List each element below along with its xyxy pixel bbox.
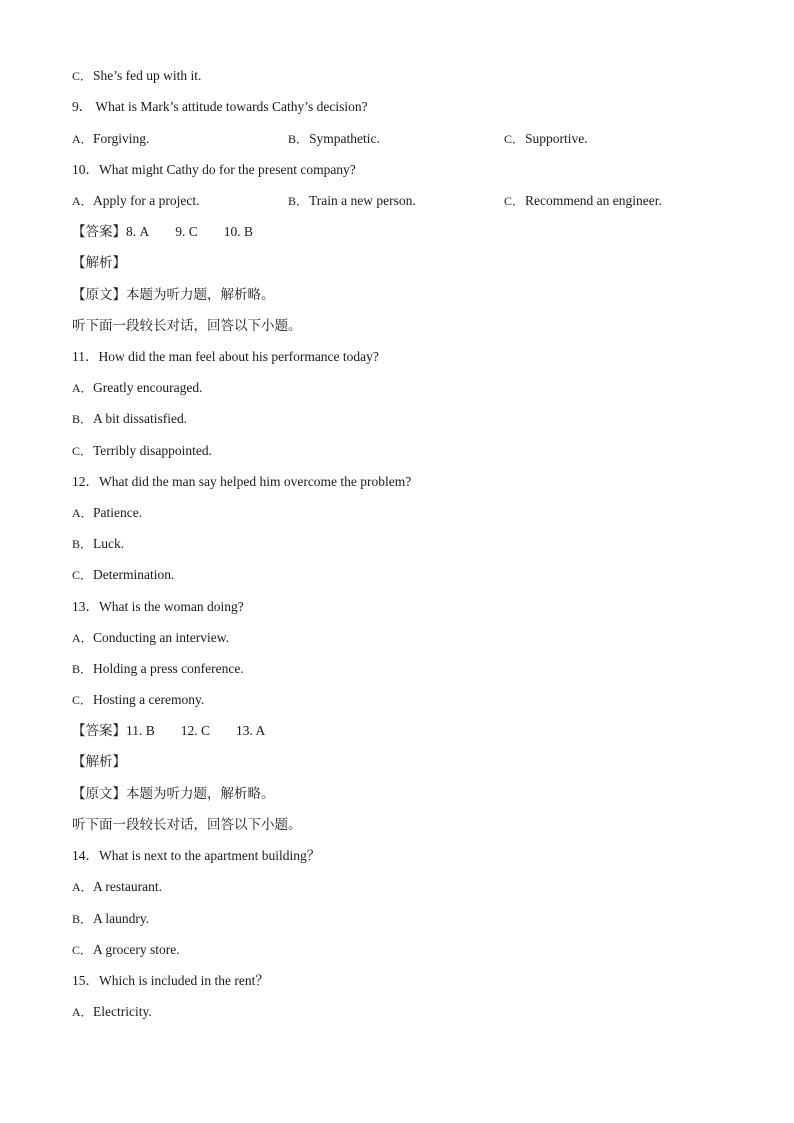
q12-option-b (72, 535, 124, 553)
option-text: A laundry. (93, 911, 150, 926)
q15-option-a (72, 1003, 152, 1021)
option-text: Supportive. (525, 131, 588, 146)
answer-tag: 【答案】 (72, 224, 126, 240)
option-label: A． (72, 880, 93, 894)
analysis-heading-2: 【解析】 (72, 754, 126, 770)
option-text: A bit dissatisfied. (93, 411, 188, 426)
option-text: Patience. (93, 505, 143, 520)
option-label: A． (72, 194, 93, 208)
answer-item: 9. C (175, 224, 198, 239)
option-text: Train a new person. (309, 193, 416, 208)
option-text: A grocery store. (93, 942, 180, 957)
option-label: B． (288, 132, 309, 146)
option-label: B． (72, 662, 93, 676)
q8-option-c (72, 67, 201, 85)
option-label: C． (504, 194, 525, 208)
q11-option-a (72, 379, 202, 397)
option-text: Holding a press conference. (93, 661, 244, 676)
option-text: A restaurant. (93, 879, 162, 894)
option-label: B． (288, 194, 309, 208)
section-intro-2: 听下面一段较长对话，回答以下小题。 (72, 817, 302, 833)
option-label: C． (72, 568, 93, 582)
q9-option-c (504, 130, 588, 148)
q13-option-c (72, 691, 204, 709)
answer-block-2 (72, 722, 265, 740)
option-label: B． (72, 412, 93, 426)
q9-options (72, 130, 722, 148)
option-label: B． (72, 912, 93, 926)
q9-option-b (288, 130, 380, 148)
option-text: Greatly encouraged. (93, 380, 203, 395)
option-label: B． (72, 537, 93, 551)
q13-option-b (72, 660, 244, 678)
q10-option-a (72, 192, 199, 210)
analysis-heading-1: 【解析】 (72, 255, 126, 271)
option-text: Electricity. (93, 1004, 152, 1019)
q14-option-a (72, 878, 162, 896)
q9-stem: 9． What is Mark’s attitude towards Cathy’s decision? (72, 99, 368, 114)
option-text: Luck. (93, 536, 125, 551)
q13-stem: 13．What is the woman doing? (72, 599, 244, 614)
option-text: She’s fed up with it. (93, 68, 202, 83)
q12-option-c (72, 566, 174, 584)
q11-option-c (72, 442, 212, 460)
option-label: A． (72, 631, 93, 645)
answer-tag: 【答案】 (72, 723, 126, 739)
option-label: C． (72, 693, 93, 707)
q14-stem: 14．What is next to the apartment building？ (72, 848, 321, 863)
answer-item: 12. C (180, 723, 211, 738)
q12-option-a (72, 504, 142, 522)
option-label: C． (504, 132, 525, 146)
q11-option-b (72, 410, 187, 428)
option-label: C． (72, 69, 93, 83)
option-text: Forgiving. (93, 131, 150, 146)
answer-item: 8. A (126, 224, 150, 239)
q10-options (72, 192, 722, 210)
option-label: A． (72, 1005, 93, 1019)
q15-stem: 15．Which is included in the rent？ (72, 973, 269, 988)
q13-option-a (72, 629, 229, 647)
option-label: C． (72, 444, 93, 458)
q14-option-c (72, 941, 180, 959)
answer-item: 10. B (223, 224, 254, 239)
answer-block-1 (72, 223, 253, 241)
option-label: A． (72, 381, 93, 395)
q11-stem: 11．How did the man feel about his performance today? (72, 349, 379, 364)
q9-option-a (72, 130, 149, 148)
option-text: Sympathetic. (309, 131, 380, 146)
option-text: Apply for a project. (93, 193, 200, 208)
q10-option-b (288, 192, 416, 210)
q10-stem: 10．What might Cathy do for the present company? (72, 162, 356, 177)
option-text: Terribly disappointed. (93, 443, 213, 458)
option-text: Determination. (93, 567, 175, 582)
q12-stem: 12．What did the man say helped him overcome the problem? (72, 474, 412, 489)
q14-option-b (72, 910, 149, 928)
option-label: C． (72, 943, 93, 957)
option-label: A． (72, 132, 93, 146)
option-text: Conducting an interview. (93, 630, 229, 645)
option-label: A． (72, 506, 93, 520)
q10-option-c (504, 192, 662, 210)
answer-item: 11. B (126, 723, 155, 738)
option-text: Recommend an engineer. (525, 193, 662, 208)
answer-item: 13. A (236, 723, 266, 738)
section-intro-1: 听下面一段较长对话，回答以下小题。 (72, 318, 302, 334)
option-text: Hosting a ceremony. (93, 692, 205, 707)
original-text-2: 【原文】本题为听力题，解析略。 (72, 786, 275, 802)
original-text-1: 【原文】本题为听力题，解析略。 (72, 287, 275, 303)
